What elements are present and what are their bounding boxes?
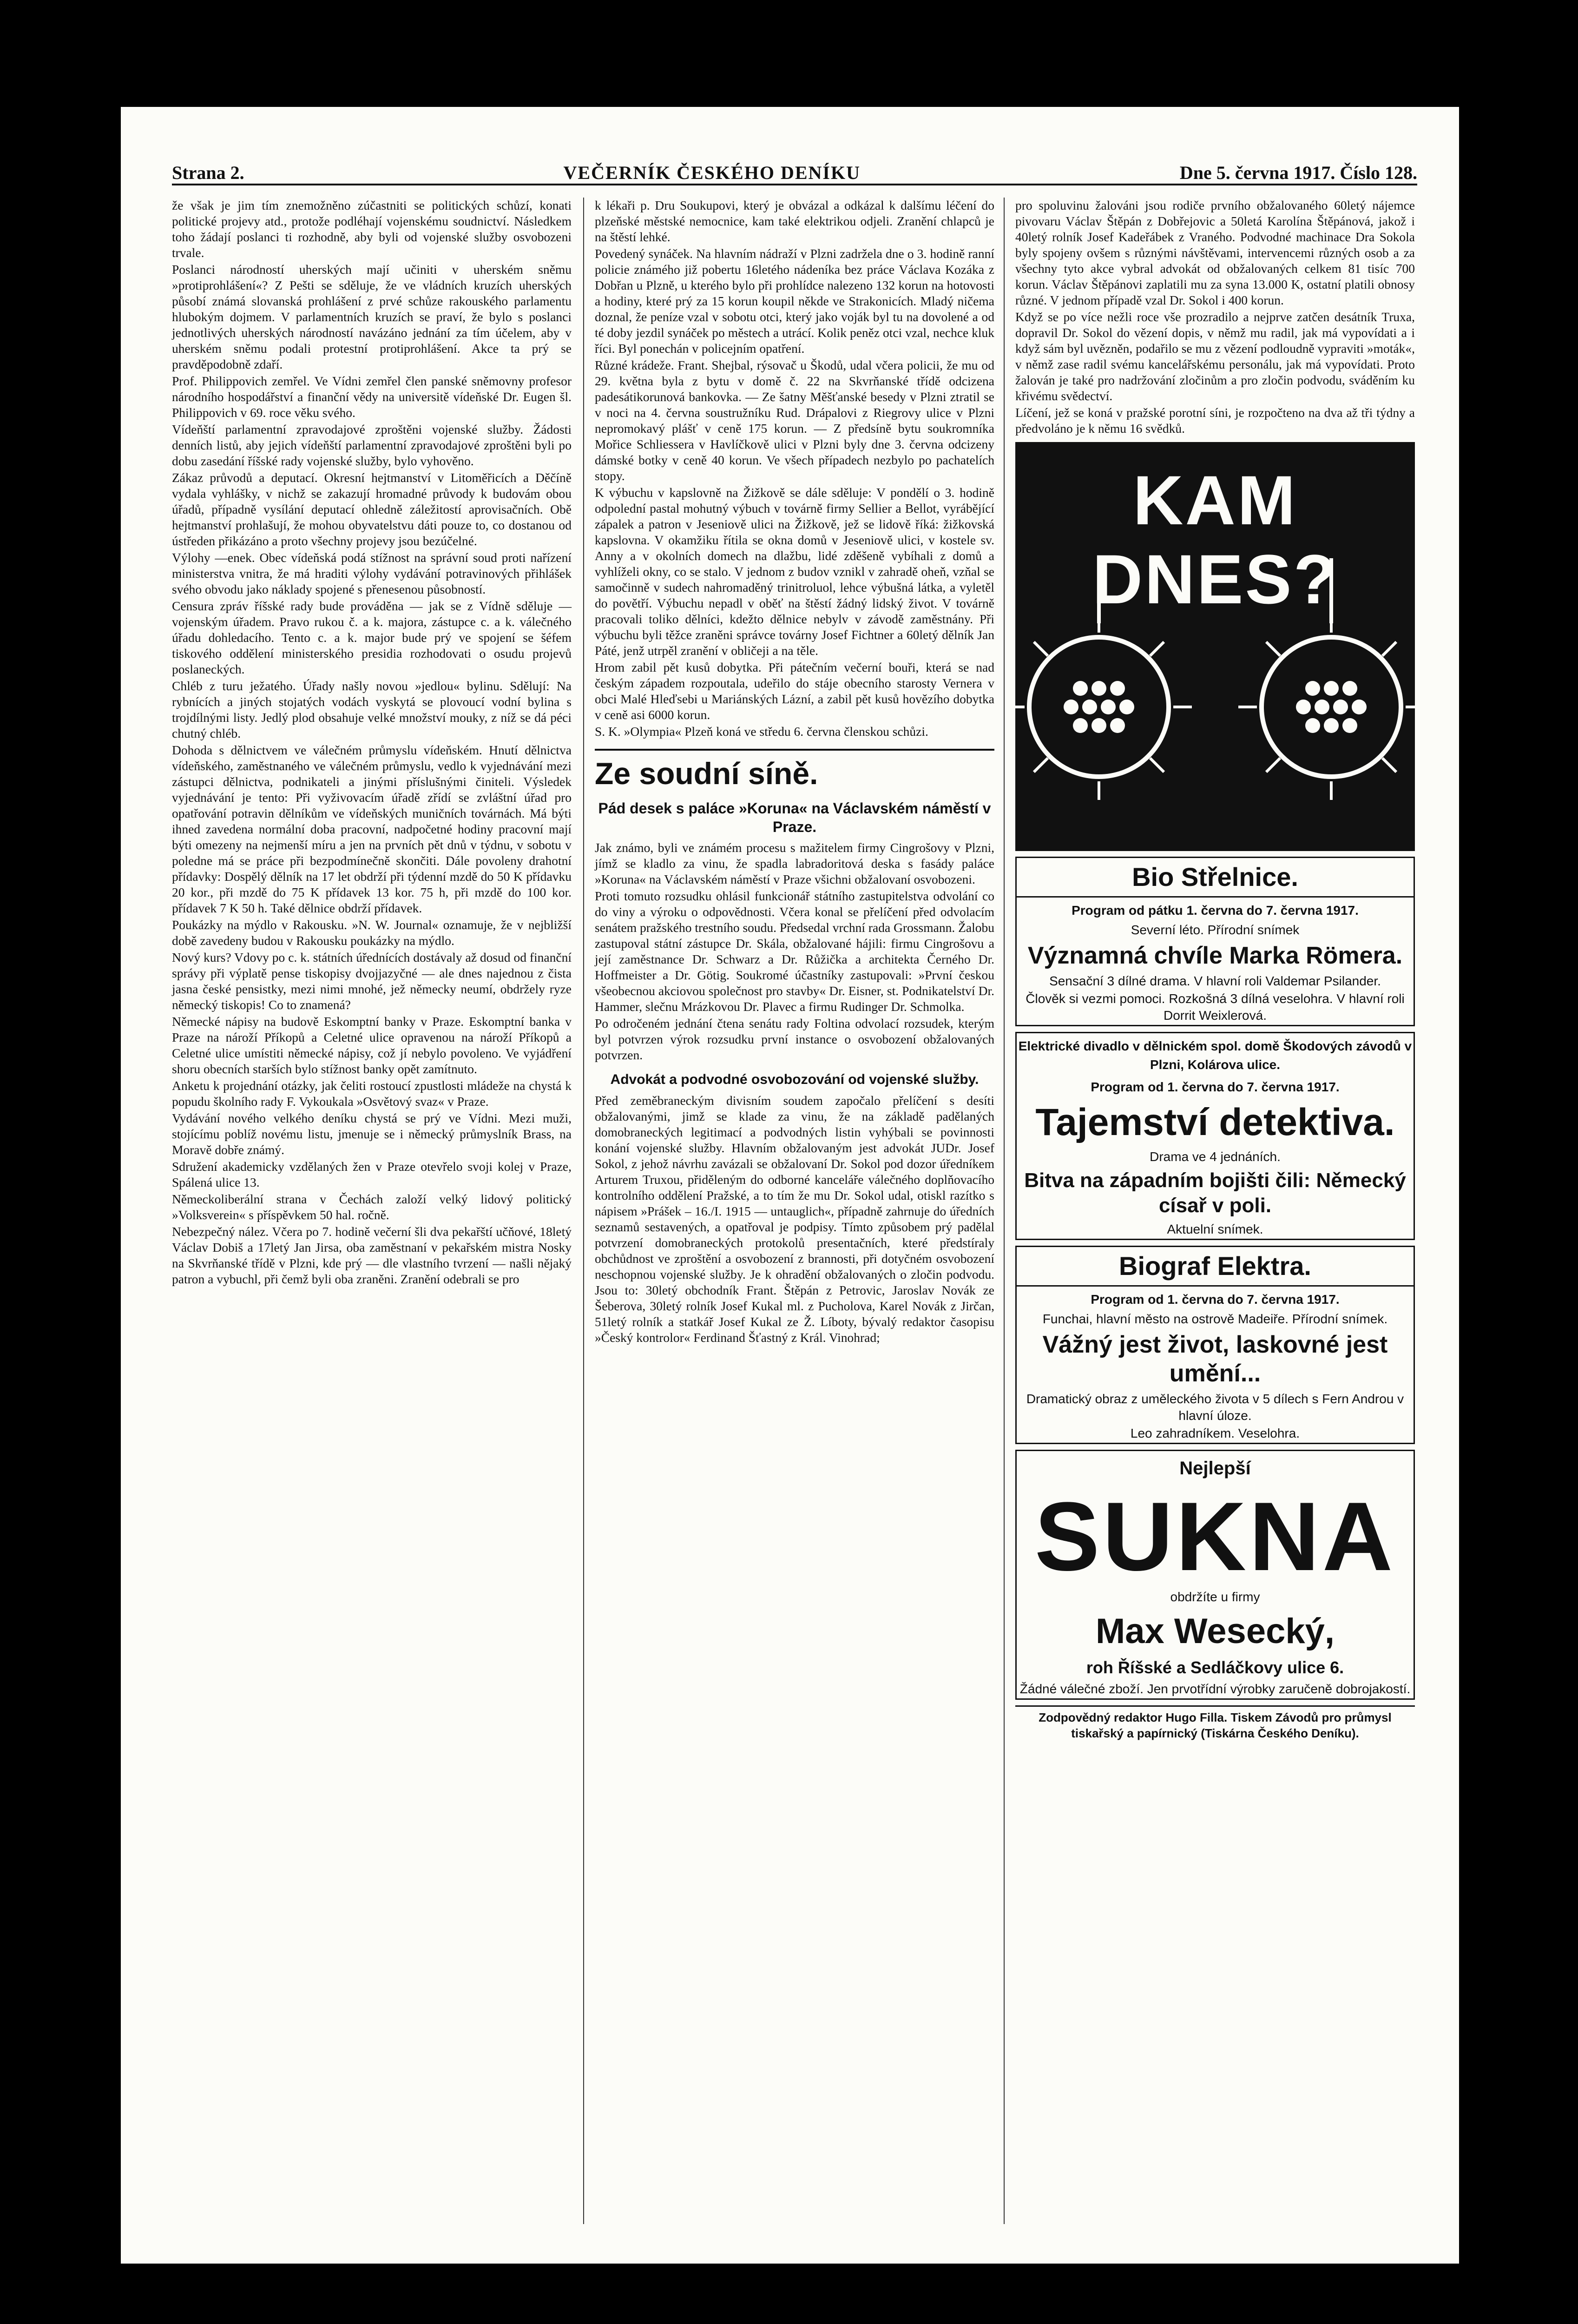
article-paragraph: Když se po více nežli roce vše prozradilo a nejprve zatčen desátník Truxa, dopravil Dr. Sokol do vězení dopis, v němž mu radil, jak má vypovídati a i když sám byl uvězněn, podařilo se mu z vězení podloudně vypraviti »moták«, v němž zase radil svému kancelářskému personálu, jak má vypovídati. Proto žalován je také pro nadržování zločinům a pro zločin podvodu, sváděním ku křivému svědectví. <box>1015 310 1415 403</box>
news-item: Censura zpráv říšské rady bude prováděna — jak se z Vídně sděluje — vojenským úřadem. Pravo rukou č. a k. majora, zástupce c. a k. válečného úřadu dohledacího. Tento c. a k. major bude prý ve spojení se šéfem tiskového oddělení ministerského presidia rozhodovati o osudu projevů poslaneckých. <box>172 599 572 676</box>
newspaper-page <box>121 107 1459 2264</box>
column-divider <box>583 198 584 2224</box>
news-item: že však je jim tím znemožněno zúčastniti se politických schůzí, konati politické projevy atd., protože podléhají vojenskému soudnictví. Následkem toho žádají poslanci ti rozhodně, aby byli od vojenské služby osvobozeni trvale. <box>172 198 572 260</box>
column-left <box>172 198 572 2243</box>
advert-line: Dramatický obraz z uměleckého života v 5 dílech s Fern Androu v hlavní úloze. <box>1026 1392 1404 1423</box>
advert-line: Člověk si vezmi pomoci. Rozkošná 3 dílná veselohra. V hlavní roli Dorrit Weixlerová. <box>1026 991 1405 1023</box>
advert-program: Program od 1. června do 7. června 1917. <box>1091 1080 1340 1094</box>
news-item: Hrom zabil pět kusů dobytka. Při pátečním večerní bouři, která se nad českým západem rozpoutala, udeřilo do stáje obecního starosty Vernera v obci Malé Hleďsebi u Mariánských Lázní, a zabil pět kusů hovězího dobytka v ceně asi 6000 korun. <box>595 660 994 722</box>
article-title: Advokát a podvodné osvobozování od vojenské služby. <box>610 1072 979 1087</box>
article-paragraph: Po odročeném jednání čtena senátu rady Foltina odvolací rozsudek, kterým byl potvrzen výrok rozsudku první instance o osvobození obžalovaných potvrzen. <box>595 1016 994 1062</box>
lamp-illustration-icon <box>1015 558 1415 837</box>
advert-line: Funchai, hlavní město na ostrově Madeiře. Přírodní snímek. <box>1042 1312 1388 1326</box>
news-item: Povedený synáček. Na hlavním nádraží v Plzni zadržela dne o 3. hodině ranní policie známého již pobertu 16letého nádeníka bez práce Václava Kozáka z Dobřan u Plzně, u kterého bylo při prohlídce nalezeno 132 korun na hotovosti a hodiny, které prý za 15 korun koupil někde ve Strakonicích. Mladý ničema doznal, že peníze vzal v sobotu otci, který jako voják byl tu na dovolené a od té doby jezdil synáček po městech a utrácí. Kolik peněz otci vzal, nechce kluk říci. Byl ponechán v policejním opatření. <box>595 246 994 356</box>
article-paragraph: Proti tomuto rozsudku ohlásil funkcionář státního zastupitelstva odvolání co do viny a výroku o odpovědnosti. Včera konal se přelíčení před odvolacím senátem pražského trestního soudu. Předsedal vrchní rada Grossmann. Žalobu zastupoval státní zástupce Dr. Skála, obžalované hájili: firmu Cingrošovu a její zaměstnance Dr. Schwarz a Dr. Růžička a architekta Černého Dr. Hoffmeister a Dr. Götig. Soukromé účastníky zastupovali: »První českou všeobecnou akciovou společnost pro stavby« Dr. Eisner, st. Podnikatelství Dr. Hammer, slečnu Mrázkovou Dr. Plavec a firmu Rudinger Dr. Schmolka. <box>595 889 994 1014</box>
advert-line: Nejlepší <box>1179 1458 1251 1479</box>
news-item: Prof. Philippovich zemřel. Ve Vídni zemřel člen panské sněmovny profesor národního hospodářství a finanční vědy na universitě vídeňské Dr. Eugen šl. Philippovich v 69. roce věku svého. <box>172 374 572 420</box>
article-paragraph: Jak známo, byli ve známém procesu s mažitelem firmy Cingrošovy v Plzni, jímž se kladlo za vinu, že spadla labradoritová deska s fasády paláce »Koruna« na Václavském náměstí v Praze všichni obžalovaní osvobozeni. <box>595 840 994 886</box>
advert-elektricke-divadlo <box>1015 1032 1415 1240</box>
advert-kam-dnes <box>1015 442 1415 851</box>
news-item: Poslanci národností uherských mají učiniti v uherském sněmu »protiprohlášení«? Z Pešti se sděluje, že ve vládních kruzích uherských působí známá slovanská prohlášení z prvé schůze rakouského parlamentu hlubokým dojmem. V parlamentních kruzích se praví, že bylo s poslanci jednotlivých uherských národností navázáno jednání za tím účelem, aby v uherském sněmu podali protestní protiprohlášení. Akce ta prý se pravděpodobně zdaří. <box>172 262 572 371</box>
advert-line: Aktuelní snímek. <box>1167 1222 1263 1236</box>
advert-kam-dnes-title: KAM DNES? <box>1092 461 1338 618</box>
column-divider <box>1004 198 1005 2224</box>
advert-feature: Bitva na západním bojišti čili: Německý císař v poli. <box>1024 1169 1406 1217</box>
advert-address: roh Říšské a Sedláčkovy ulice 6. <box>1086 1658 1344 1677</box>
news-item: Poukázky na mýdlo v Rakousku. »N. W. Journal« oznamuje, že v nejbližší době zavedeny budou v Rakousku poukázky na mýdlo. <box>172 918 572 948</box>
news-item: Dohoda s dělnictvem ve válečném průmyslu vídeňském. Hnutí dělnictva vídeňského, zaměstnaného ve válečném průmyslu, vedlo k vyjednávání mezi zástupci dělnictva, podnikateli a jinými příslušnými činiteli. Výsledek vyjednávání je tento: Při vyživovacím úřadě zřídí se zvláštní úřad pro opatřování potravin dělníkům ve vídeňských muničních továrnách. Má býti ihned zavedena normální doba pracovní, nadpočetné hodiny pracovní mají býti omezeny na nejmenší míru a jen na prvních pět dnů v týdnu, v sobotu v poledne má se práce při bezpodmínečně skončiti. Dále povoleny drahotní přídavky: Dospělý dělník na 17 let obdrží při týdenní mzdě do 50 K přídavku 20 kor., při mzdě do 75 K přídavek 13 kor. 75 h, při mzdě do 100 kor. přídavek 7 K 50 h. Také dělnice obdrží přídavek. <box>172 743 572 915</box>
advert-head: Elektrické divadlo v dělnickém spol. domě Škodových závodů v Plzni, Kolárova ulice. <box>1018 1039 1412 1072</box>
advert-line: Sensační 3 dílné drama. V hlavní roli Valdemar Psilander. <box>1049 974 1381 988</box>
advert-sukna <box>1015 1450 1415 1700</box>
advert-feature: Tajemství detektiva. <box>1035 1101 1395 1143</box>
advert-title: Bio Střelnice. <box>1017 858 1414 898</box>
news-item: Zákaz průvodů a deputací. Okresní hejtmanství v Litoměřicích a Děčíně vydala vyhlášky, v nichž se zakazují hromadné průvody k budovám obou úřadů, případně vysílání deputací ohledně záležitostí aprovisačních. Obě hejtmanství prohlašují, že mohou obyvatelstvu dáti pouze to, co dostanou od ústředen přikázáno a proto všechny projevy jsou bezúčelné. <box>172 470 572 548</box>
advert-line: Leo zahradníkem. Veselohra. <box>1130 1426 1300 1440</box>
news-item: Anketu k projednání otázky, jak čeliti rostoucí zpustlosti mládeže na chystá k popudu školního rady F. Vykoukala »Osvětový svaz« v Praze. <box>172 1078 572 1109</box>
section-title: Ze soudní síně. <box>595 749 994 792</box>
article-paragraph: pro spoluvinu žalováni jsou rodiče prvního obžalovaného 60letý nájemce pivovaru Václav Štěpán z Dobřejovic a 50letá Karolína Štěpánová, jakož i 40letý rolník Josef Kadeřábek z Vraného. Podvodné machinace Dra Sokola byly spojeny ovšem s různými návštěvami, intervencemi různých osob a za všechny tyto akce vybral advokát od obžalovaných celkem 81 tisíc 700 korun. Václav Štěpánovi zaplatili mu za syna 13.000 K, ostatní platili obnosy různé. V jednom případě vzal Dr. Sokol i 400 korun. <box>1015 198 1415 307</box>
advert-line: Žádné válečné zboží. Jen prvotřídní výrobky zaručeně dobrojakostí. <box>1019 1682 1411 1696</box>
advert-line: Severní léto. Přírodní snímek <box>1131 923 1300 937</box>
news-item: Chléb z turu ježatého. Úřady našly novou »jedlou« bylinu. Sdělují: Na rybnících a jiných stojatých vodách vyskytá se plovoucí vodní bylina s trojdílnými listy. Jedlý plod obsahuje velké množství mouky, z níž se dá péci chutný chléb. <box>172 679 572 740</box>
news-item: Různé krádeže. Frant. Shejbal, rýsovač u Škodů, udal včera policii, že mu od 29. května byla z bytu v domě č. 22 na Skvrňanské třídě odcizena padesátikorunová bankovka. — Ze šatny Měšťanské besedy v Plzni ztratil se v noci na 4. června soustružníku Rud. Drápalovi z Riegrovy ulice v Plzni nepromokavý plášť v ceně 175 korun. — Z předsíně bytu soukromníka Mořice Schliessera v Havlíčkově ulici v Plzni byly dne 3. června odcizeny dámské botky v ceně 40 korun. Ve všech případech nezbylo po pachatelích stopy. <box>595 358 994 483</box>
column-right <box>1015 198 1415 2243</box>
advert-program: Program od pátku 1. června do 7. června 1917. <box>1072 903 1359 918</box>
advert-feature: Významná chvíle Marka Römera. <box>1027 942 1403 969</box>
advert-program: Program od 1. června do 7. června 1917. <box>1091 1292 1340 1307</box>
news-item: Vídeňští parlamentní zpravodajové zproštěni vojenské služby. Žádosti denních listů, aby jejich vídeňští parlamentní zpravodajové zproštěni byli po dobu zasedání říšské rady vojenské služby, bylo vyhověno. <box>172 422 572 468</box>
news-item: Německoliberální strana v Čechách založí velký lidový politický »Volksverein« s příspěvkem 50 hal. ročně. <box>172 1192 572 1222</box>
news-item: K výbuchu v kapslovně na Žižkově se dále sděluje: V pondělí o 3. hodině odpolední pastal mohutný výbuch v továrně firmy Sellier a Bellot, vyrábějící zápalek a patron v Jeseniově ulici na Žižkově, jež se lidově říká: žižkovská kapslovna. V okamžiku řítila se okna domů v Jeseniově ulici, v kostele sv. Anny a v okolních domech na dlažbu, lidé zděšeně vybíhali z domů a vyhlíželi okny, co se stalo. V jednom z budov vznikl v zahradě oheň, vzňal se samočinně v sudech nahromaděný trinitroluol, lehce výbušná látka, a vyletěl do povětří. Výbuchu nepadl v oběť na štěstí žádný lidský život. V továrně pracovali toliko dělníci, kdežto dělnice nebylv v závodě zaměstnány. Při výbuchu byli těžce zraněni správce továrny Josef Fichtner a 60letý dělník Jan Páté, jenž utrpěl zranění v obličeji a na těle. <box>595 485 994 658</box>
advert-firm: Max Wesecký, <box>1095 1611 1335 1651</box>
advert-title: Biograf Elektra. <box>1017 1247 1414 1287</box>
advert-biograf-elektra <box>1015 1246 1415 1444</box>
imprint: Zodpovědný redaktor Hugo Filla. Tiskem Závodů pro průmysl tiskařský a papírnický (Tiskárna Českého Deníku). <box>1015 1705 1415 1741</box>
article-title: Pád desek s paláce »Koruna« na Václavském náměstí v Praze. <box>598 800 991 835</box>
advert-line: Drama ve 4 jednáních. <box>1150 1149 1281 1164</box>
column-middle <box>595 198 994 2243</box>
news-item: Vydávání nového velkého deníku chystá se prý ve Vídni. Mezi muži, stojícímu poblíž novému listu, jmenuje se i německý průmyslník Brass, na Moravě dobře známý. <box>172 1111 572 1157</box>
issue-date: Dne 5. června 1917. Číslo 128. <box>1179 162 1417 183</box>
news-item: Nebezpečný nález. Včera po 7. hodině večerní šli dva pekařští učňové, 18letý Václav Dobiš a 17letý Jan Jirsa, oba zaměstnaní v pekařském mistra Nosky na Skvrňanské třídě v Plzni, kde prý — dle vlastního tvrzení — našli nějaký patron a vybuchl, při čemž byli oba zraněni. Zranění odebrali se pro <box>172 1224 572 1286</box>
page-number: Strana 2. <box>172 162 244 183</box>
advert-line: obdržíte u firmy <box>1170 1590 1260 1604</box>
masthead-title: VEČERNÍK ČESKÉHO DENÍKU <box>563 162 861 183</box>
news-item: Výlohy —enek. Obec vídeňská podá stížnost na správní soud proti nařízení ministerstva vnitra, že má hraditi výlohy vydávání potravinových přihlášek svého obvodu jako náklady spojené s přenesenou působností. <box>172 550 572 596</box>
news-item: Sdružení akademicky vzdělaných žen v Praze otevřelo svoji kolej v Praze, Spálená ulice 13. <box>172 1159 572 1189</box>
news-item: k lékaři p. Dru Soukupovi, který je obvázal a odkázal k dalšímu léčení do plzeňské městské nemocnice, kam také elektrikou odjeli. Zranění chlapců je na štěstí lehké. <box>595 198 994 244</box>
article-paragraph: Před zeměbraneckým divisním soudem započalo přelíčení s desíti obžalovanými, jimž se klade za vinu, že na základě padělaných domobraneckých legitimací a podvodných listin vyhýbali se povinnosti konání vojenské služby. Hlavním obžalovaným jest advokát JUDr. Josef Sokol, z jehož návrhu zavázali se obžalovaní Dr. Sokol pod dozor úředníkem Arturem Truxou, přiděleným do odborné kanceláře válečného doplňovacího kontrolního oddělení Pražské, a to tím že mu Dr. Sokol udal, otiskl razítko s nápisem »Prášek – 16./I. 1915 — untauglich«, případně zahrnuje do úředních seznamů sestavených, a opatřoval je podpisy. Tímto způsobem prý padělal potvrzení domobraneckých protokolů presentačních, které předstíraly obchůdnost ve zproštění a osvobození z brannosti, při dotyčném osvobození neschopnou vojenské služby. Je k ohradění obžalovaných o zločin podvodu. Jsou to: 30letý obchodník Frant. Štěpán z Petrovic, Jaroslav Novák ze Šeberova, 30letý rolník Josef Kukal ml. z Pucholova, Karel Novák z Jirčan, 51letý rolník a statkář Josef Kukal ze Ž. Líboty, bývalý redaktor časopisu »Český kontrolor« Ferdinand Šťastný z Král. Vinohrad; <box>595 1093 994 1345</box>
news-item: Německé nápisy na budově Eskomptní banky v Praze. Eskomptní banka v Praze na nároží Příkopů a Celetné ulice opravenou na nároží Příkopů a Celetné ulice umístiti německé nápisy, což jí nebylo povoleno. Ve vyjádření shoru obecních starších bylo stížnost banky opět zamítnuto. <box>172 1014 572 1076</box>
advert-feature: Vážný jest život, laskovné jest umění... <box>1042 1331 1388 1387</box>
advert-bio-strelnice <box>1015 857 1415 1026</box>
advert-feature: SUKNA <box>1034 1482 1396 1591</box>
article-paragraph: Líčení, jež se koná v pražské porotní síni, je rozpočteno na dva až tři týdny a předvoláno je k němu 16 svědků. <box>1015 405 1415 436</box>
news-item: Nový kurs? Vdovy po c. k. státních úřednících dostávaly až dosud od finanční správy při výplatě pense tiskopisy dvojjazyčné — ale dnes najednou z čista jasna české pensistky, mezi nimi mnohé, jež německy neumí, obdržely ryze německý tiskopis! Co to znamená? <box>172 950 572 1012</box>
news-item: S. K. »Olympia« Plzeň koná ve středu 6. června členskou schůzi. <box>595 724 928 739</box>
page-header <box>172 151 1417 185</box>
